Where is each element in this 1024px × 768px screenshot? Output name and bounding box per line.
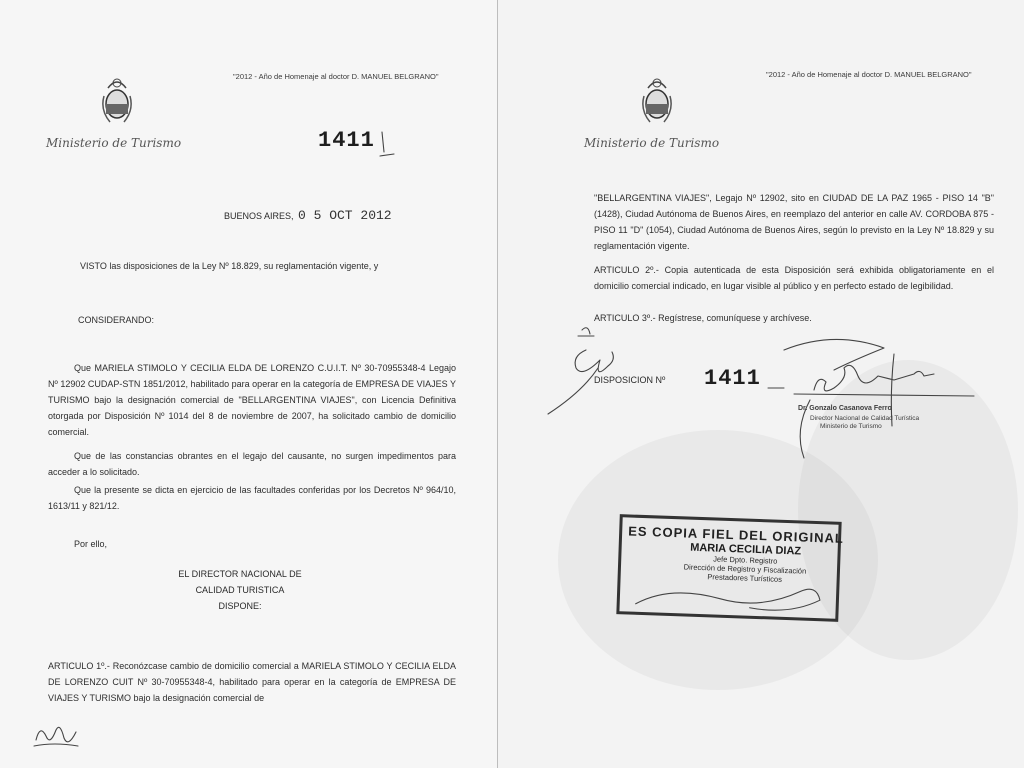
right-document-page xyxy=(498,0,1024,768)
handwritten-mark xyxy=(378,130,398,160)
director-line-2: CALIDAD TURISTICA xyxy=(195,585,285,595)
considerando-paragraph-1: Que MARIELA STIMOLO Y CECILIA ELDA DE LORENZO C.U.I.T. Nº 30-70955348-4 Legajo Nº 12902 CUDAP-STN 1851/2012, habilitado para operar en la categoría de EMPRESA DE VIAJES Y TURISMO bajo la designación comercial de "BELLARGENTINA VIAJES", con Licencia Definitiva otorgada por Disposición Nº 1014 del 8 de noviembre de 2007, ha solicitado cambio de domicilio comercial. xyxy=(48,363,456,437)
stamp-signature xyxy=(629,564,831,619)
ministry-name: Ministerio de Turismo xyxy=(46,136,182,150)
articulo-3-paragraph: ARTICULO 3º.- Regístrese, comuníquese y archívese. xyxy=(594,313,812,323)
articulo-2-paragraph: ARTICULO 2º.- Copia autenticada de esta Disposición será exhibida obligatoriamente en el domicilio comercial indicado, en lugar visible al público y en perfecto estado de legibilidad. xyxy=(594,265,994,291)
argentina-coat-of-arms-icon xyxy=(100,74,134,128)
ministry-name: Ministerio de Turismo xyxy=(584,136,720,150)
argentina-coat-of-arms-icon xyxy=(640,74,674,128)
continuation-paragraph: "BELLARGENTINA VIAJES", Legajo Nº 12902, sito en CIUDAD DE LA PAZ 1965 - PISO 14 "B" (1428), Ciudad Autónoma de Buenos Aires, en reemplazo del anterior en calle AV. CORDOBA 875 - PISO 11 "D" (1054), Ciudad Autónoma de Buenos Aires, según lo previsto en la Ley Nº 18.829 y su reglamentación vigente. xyxy=(594,193,994,251)
stamp-line-3: Prestadores Turísticos xyxy=(707,572,783,584)
year-motto: "2012 - Año de Homenaje al doctor D. MANUEL BELGRANO" xyxy=(233,72,439,81)
stamp-name: MARIA CECILIA DIAZ xyxy=(689,541,802,558)
director-line-1: EL DIRECTOR NACIONAL DE xyxy=(178,569,302,579)
director-line-3: DISPONE: xyxy=(218,601,262,611)
articulo-1-paragraph: ARTICULO 1º.- Reconózcase cambio de domicilio comercial a MARIELA STIMOLO Y CECILIA ELDA DE LORENZO CUIT Nº 30-70955348-4, habilitado para operar en la categoría de EMPRESA DE VIAJES Y TURISMO bajo la designación comercial de xyxy=(48,661,456,703)
disposition-number: 1411 xyxy=(318,128,375,153)
considerando-paragraph-3: Que la presente se dicta en ejercicio de las facultades conferidas por los Decretos Nº 964/10, 1613/11 y 821/12. xyxy=(48,485,456,511)
stamp-line-2: Dirección de Registro y Fiscalización xyxy=(683,562,807,576)
stamp-line-1: Jefe Dpto. Registro xyxy=(713,554,778,566)
place-label: BUENOS AIRES, xyxy=(224,211,294,221)
left-document-page xyxy=(0,0,498,768)
director-signature xyxy=(774,330,1004,470)
visto-paragraph: VISTO las disposiciones de la Ley Nº 18.829, su reglamentación vigente, y xyxy=(80,261,379,271)
disposicion-number: 1411 xyxy=(704,366,761,391)
por-ello-text: Por ello, xyxy=(74,539,108,549)
year-motto: "2012 - Año de Homenaje al doctor D. MANUEL BELGRANO" xyxy=(766,70,972,79)
place-date-line xyxy=(224,206,392,224)
signatory-title-1: Director Nacional de Calidad Turística xyxy=(810,415,920,422)
disposicion-label: DISPOSICION Nº xyxy=(594,375,666,385)
director-heading xyxy=(140,566,340,614)
considerando-heading: CONSIDERANDO: xyxy=(78,315,155,325)
initials-signature xyxy=(542,322,642,420)
stamped-date: 0 5 OCT 2012 xyxy=(297,208,392,223)
stamp-title: ES COPIA FIEL DEL ORIGINAL xyxy=(627,523,845,546)
signatory-title-2: Ministerio de Turismo xyxy=(820,423,882,430)
signatory-name: Dr. Gonzalo Casanova Ferro xyxy=(798,405,892,412)
initials-signature xyxy=(30,718,82,752)
certified-copy-stamp xyxy=(616,514,845,622)
considerando-paragraph-2: Que de las constancias obrantes en el legajo del causante, no surgen impedimentos para acceder a lo solicitado. xyxy=(48,451,456,477)
